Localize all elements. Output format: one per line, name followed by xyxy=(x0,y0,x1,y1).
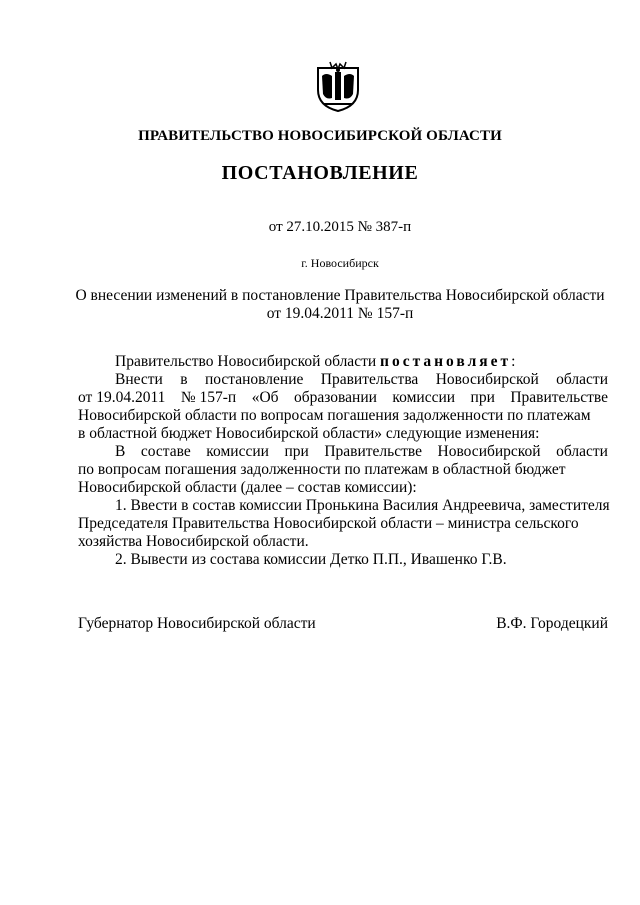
document-body xyxy=(78,353,608,569)
document-subject xyxy=(0,287,640,323)
signature-block xyxy=(78,615,608,633)
list-item-line: хозяйства Новосибирской области. xyxy=(78,533,309,550)
paragraph-line: по вопросам погашения задолженности по платежам в областной бюджет xyxy=(78,461,566,478)
paragraph-line: В составе комиссии при Правительстве Новосибирской области xyxy=(115,443,608,460)
decree-word: постановляет xyxy=(380,353,512,370)
paragraph-line: Новосибирской области (далее – состав комиссии): xyxy=(78,479,417,496)
subject-line: от 19.04.2011 № 157-п xyxy=(266,305,414,322)
decree-intro-text: Правительство Новосибирской области xyxy=(115,353,377,370)
signatory-name: В.Ф. Городецкий xyxy=(496,615,608,632)
signatory-title: Губернатор Новосибирской области xyxy=(78,615,316,632)
paragraph-line: Внести в постановление Правительства Новосибирской области xyxy=(115,371,608,388)
city-name: г. Новосибирск xyxy=(301,256,379,270)
coat-of-arms-emblem xyxy=(316,60,360,112)
date-number: от 27.10.2015 № 387-п xyxy=(268,219,412,235)
paragraph-line: Новосибирской области по вопросам погашения задолженности по платежам xyxy=(78,407,591,424)
paragraph-line: от 19.04.2011 № 157-п «Об образовании комиссии при Правительстве xyxy=(78,389,608,406)
list-item-line: Председателя Правительства Новосибирской области – министра сельского xyxy=(78,515,579,532)
document-type: ПОСТАНОВЛЕНИЕ xyxy=(221,162,419,184)
subject-line: О внесении изменений в постановление Правительства Новосибирской области xyxy=(75,287,605,304)
list-item-line: 2. Вывести из состава комиссии Детко П.П., Ивашенко Г.В. xyxy=(115,551,507,568)
list-item-line: 1. Ввести в состав комиссии Пронькина Василия Андреевича, заместителя xyxy=(115,497,610,514)
decree-intro-line: Правительство Новосибирской области постановляет: xyxy=(115,353,516,370)
paragraph-line: в областной бюджет Новосибирской области» следующие изменения: xyxy=(78,425,540,442)
organization-title: ПРАВИТЕЛЬСТВО НОВОСИБИРСКОЙ ОБЛАСТИ xyxy=(138,128,502,144)
